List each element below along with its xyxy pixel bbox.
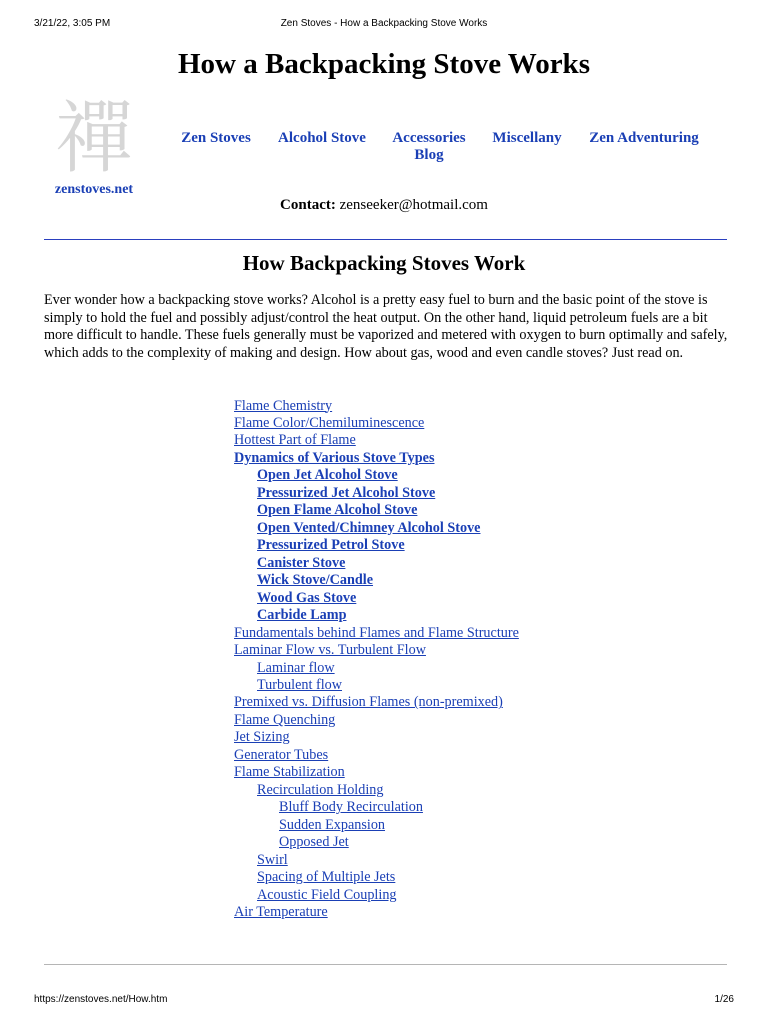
toc-item bbox=[234, 887, 734, 904]
toc-item bbox=[234, 607, 734, 624]
intro-paragraph: Ever wonder how a backpacking stove works? Alcohol is a pretty easy fuel to burn and the basic point of the stove is simply to hold the fuel and possibly adjust/control the heat output. On the other hand, liquid petroleum fuels are a bit more difficult to handle. These fuels generally must be vaporized and metered with oxygen to burn optimally and safely, which adds to the complexity of making and design. How about gas, wood and even candle stoves? Just read on. bbox=[44, 292, 728, 361]
toc-link[interactable]: Wood Gas Stove bbox=[257, 589, 357, 606]
toc-link[interactable]: Open Vented/Chimney Alcohol Stove bbox=[257, 519, 481, 536]
print-page-title: Zen Stoves - How a Backpacking Stove Works bbox=[280, 18, 488, 29]
toc-item bbox=[234, 415, 734, 432]
nav-miscellany[interactable]: Miscellany bbox=[492, 130, 562, 146]
toc-item bbox=[234, 590, 734, 607]
toc-link[interactable]: Opposed Jet bbox=[279, 834, 349, 851]
toc-item bbox=[234, 677, 734, 694]
nav-alcohol-stove[interactable]: Alcohol Stove bbox=[278, 130, 366, 146]
toc-item bbox=[234, 799, 734, 816]
toc-item bbox=[234, 485, 734, 502]
nav-zen-stoves[interactable]: Zen Stoves bbox=[181, 130, 251, 146]
zen-logo-icon: 禪 bbox=[54, 94, 133, 184]
toc-item bbox=[234, 834, 734, 851]
toc-item bbox=[234, 852, 734, 869]
toc-link[interactable]: Recirculation Holding bbox=[257, 781, 384, 798]
toc-link[interactable]: Flame Quenching bbox=[234, 711, 336, 728]
toc-item bbox=[234, 747, 734, 764]
contact-line bbox=[0, 197, 768, 214]
toc-link[interactable]: Spacing of Multiple Jets bbox=[257, 869, 396, 886]
logo-block bbox=[44, 96, 144, 198]
footer-divider bbox=[44, 964, 727, 965]
table-of-contents bbox=[234, 398, 734, 922]
logo-home-link[interactable]: zenstoves.net bbox=[54, 182, 134, 197]
toc-link[interactable]: Fundamentals behind Flames and Flame Structure bbox=[234, 624, 519, 641]
toc-link[interactable]: Open Flame Alcohol Stove bbox=[257, 502, 418, 519]
toc-item bbox=[234, 817, 734, 834]
header-divider bbox=[44, 239, 727, 240]
toc-item bbox=[234, 520, 734, 537]
contact-label: Contact: bbox=[280, 197, 336, 213]
toc-link[interactable]: Laminar Flow vs. Turbulent Flow bbox=[234, 642, 426, 659]
contact-email: zenseeker@hotmail.com bbox=[339, 197, 488, 213]
toc-link[interactable]: Air Temperature bbox=[234, 904, 328, 921]
toc-link[interactable]: Sudden Expansion bbox=[279, 816, 386, 833]
toc-link[interactable]: Turbulent flow bbox=[257, 677, 342, 693]
toc-link[interactable]: Swirl bbox=[257, 851, 288, 868]
toc-item bbox=[234, 502, 734, 519]
toc-item bbox=[234, 555, 734, 572]
toc-link[interactable]: Generator Tubes bbox=[234, 746, 329, 763]
toc-item bbox=[234, 712, 734, 729]
toc-item bbox=[234, 432, 734, 449]
toc-link[interactable]: Premixed vs. Diffusion Flames (non-premixed) bbox=[234, 694, 503, 711]
toc-link[interactable]: Pressurized Petrol Stove bbox=[257, 537, 405, 554]
toc-link[interactable]: Flame Color/Chemiluminescence bbox=[234, 414, 425, 431]
toc-link[interactable]: Carbide Lamp bbox=[257, 607, 347, 624]
toc-item bbox=[234, 782, 734, 799]
toc-link[interactable]: Bluff Body Recirculation bbox=[279, 799, 423, 816]
toc-item bbox=[234, 625, 734, 642]
toc-link[interactable]: Jet Sizing bbox=[234, 729, 290, 746]
toc-item bbox=[234, 764, 734, 781]
toc-link[interactable]: Open Jet Alcohol Stove bbox=[257, 467, 398, 484]
toc-link[interactable]: Hottest Part of Flame bbox=[234, 432, 356, 449]
toc-item bbox=[234, 467, 734, 484]
toc-item bbox=[234, 642, 734, 659]
toc-link[interactable]: Canister Stove bbox=[257, 554, 346, 571]
toc-link[interactable]: Flame Chemistry bbox=[234, 397, 333, 414]
print-footer bbox=[34, 994, 734, 1008]
toc-item bbox=[234, 450, 734, 467]
site-title: How a Backpacking Stove Works bbox=[178, 48, 590, 80]
toc-item bbox=[234, 729, 734, 746]
print-header bbox=[34, 18, 734, 32]
toc-item bbox=[234, 537, 734, 554]
toc-item bbox=[234, 398, 734, 415]
section-title: How Backpacking Stoves Work bbox=[242, 251, 526, 275]
toc-item bbox=[234, 869, 734, 886]
toc-item bbox=[234, 904, 734, 921]
toc-link[interactable]: Flame Stabilization bbox=[234, 764, 345, 781]
print-page-number: 1/26 bbox=[714, 994, 734, 1005]
nav-zen-adventuring[interactable]: Zen Adventuring bbox=[589, 130, 699, 146]
toc-link[interactable]: Dynamics of Various Stove Types bbox=[234, 449, 435, 466]
print-date: 3/21/22, 3:05 PM bbox=[34, 18, 111, 29]
toc-item bbox=[234, 572, 734, 589]
toc-link[interactable]: Pressurized Jet Alcohol Stove bbox=[257, 484, 436, 501]
toc-item bbox=[234, 660, 734, 677]
toc-link[interactable]: Laminar flow bbox=[257, 659, 335, 676]
print-url: https://zenstoves.net/How.htm bbox=[34, 994, 168, 1005]
toc-link[interactable]: Wick Stove/Candle bbox=[257, 572, 374, 589]
nav-accessories-blog[interactable]: Accessories Blog bbox=[392, 130, 466, 163]
toc-link[interactable]: Acoustic Field Coupling bbox=[257, 886, 397, 903]
toc-item bbox=[234, 694, 734, 711]
